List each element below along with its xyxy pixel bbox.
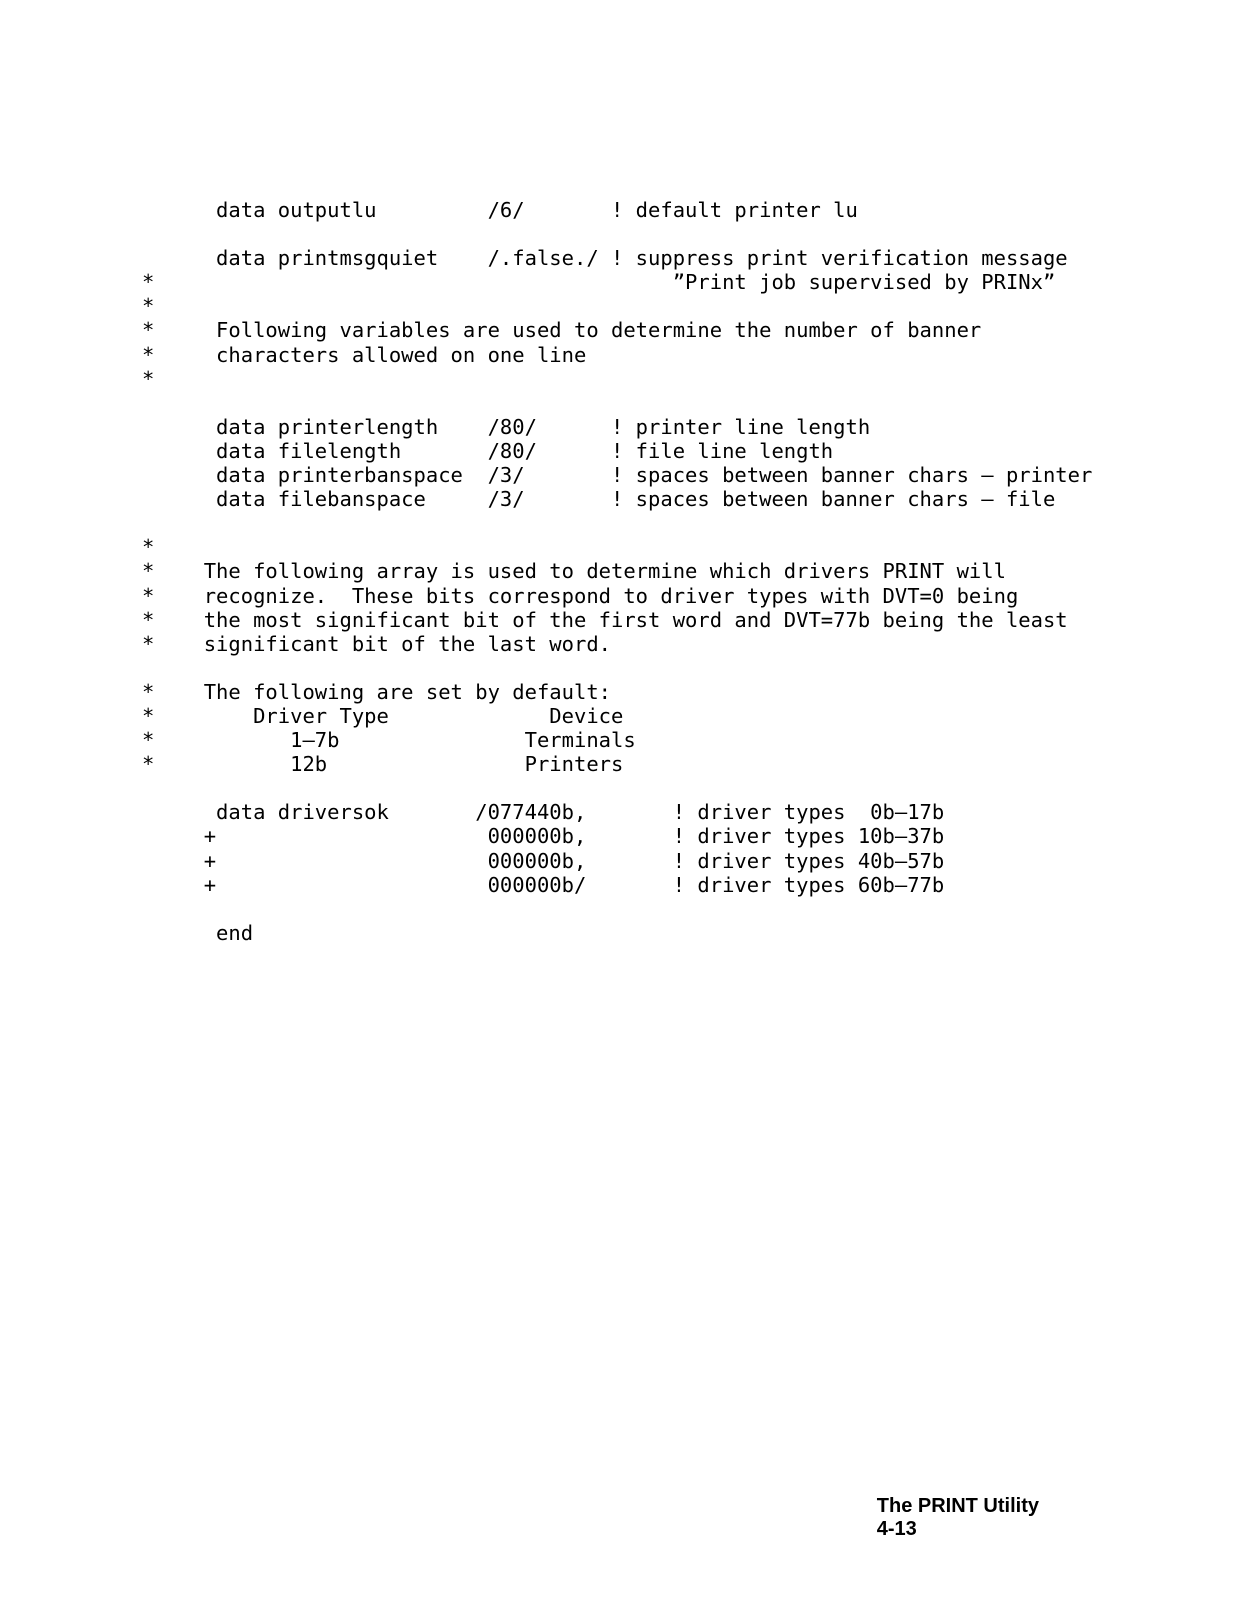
code-line: * [142,535,155,560]
code-line: + 000000b, ! driver types 10b–37b [142,824,945,849]
code-line: + 000000b/ ! driver types 60b–77b [142,872,945,897]
page-number: 4-13 [876,1518,917,1540]
code-line: * The following are set by default: [142,679,611,704]
code-line: * the most significant bit of the first word and DVT=77b being the least [142,607,1068,632]
code-line: end [142,920,254,945]
code-line: data printmsgquiet /.false./ ! suppress print verification message [142,246,1068,271]
code-line: * Driver Type Device [142,703,624,728]
code-line: data printerlength /80/ ! printer line length [142,414,871,439]
code-line: * recognize. These bits correspond to driver types with DVT=0 being [142,583,1019,608]
code-line [142,776,1202,800]
code-line: data printerbanspace /3/ ! spaces between banner chars – printer [142,463,1093,488]
code-line: * Following variables are used to determine the number of banner [142,318,982,343]
code-line: data driversok /077440b, ! driver types 0b–17b [142,800,945,825]
code-line [142,656,1202,680]
code-line [142,897,1202,921]
code-line: data filelength /80/ ! file line length [142,438,834,463]
code-line: * ”Print job supervised by PRINx” [142,270,1056,295]
page-footer [866,1472,1067,1541]
code-line: * characters allowed on one line [142,342,587,367]
code-listing [142,198,1202,945]
code-line: * significant bit of the last word. [142,631,611,656]
code-line: * 1–7b Terminals [142,728,636,753]
code-line [142,222,1202,246]
footer-title: The PRINT Utility [876,1495,1039,1517]
code-line: * [142,294,155,319]
code-line: data filebanspace /3/ ! spaces between banner chars – file [142,487,1056,512]
code-line: * [142,366,155,391]
code-line: + 000000b, ! driver types 40b–57b [142,848,945,873]
code-line [142,511,1202,535]
code-line: * 12b Printers [142,752,624,777]
code-line [142,391,1202,415]
code-line: * The following array is used to determine which drivers PRINT will [142,559,1006,584]
code-line: data outputlu /6/ ! default printer lu [142,198,858,222]
